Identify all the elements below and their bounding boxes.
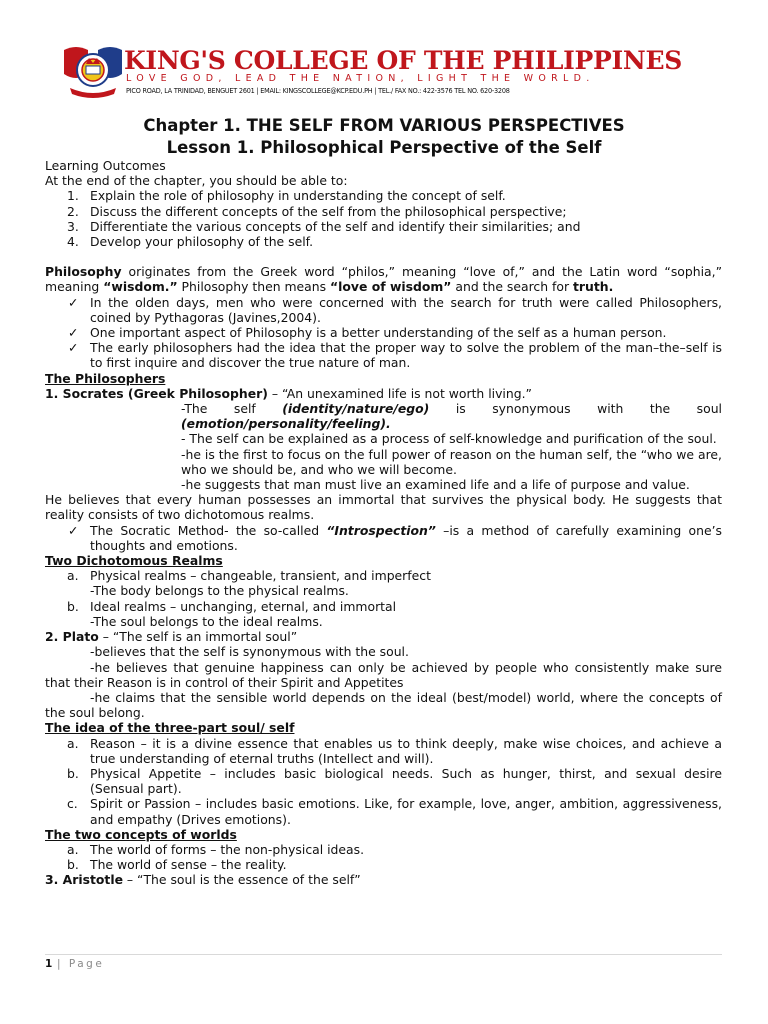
- list-item: b. Ideal realms – unchanging, eternal, and immortal: [67, 598, 397, 614]
- letterhead: [62, 40, 682, 100]
- three-part-list: [45, 736, 722, 827]
- list-item: 1. Explain the role of philosophy in understanding the concept of self.: [67, 188, 506, 204]
- college-motto: LOVE GOD, LEAD THE NATION, LIGHT THE WORLD.: [126, 73, 595, 84]
- list-item: ✓ The Socratic Method- the so-called “Introspection” –is a method of carefully examining one’s thoughts and emotions.: [68, 522, 722, 553]
- check-icon: ✓: [68, 522, 79, 538]
- outcomes-list: [45, 188, 722, 249]
- outcomes-intro: At the end of the chapter, you should be able to:: [45, 173, 348, 189]
- socrates-point: -The self (identity/nature/ego) is synonymous with the soul (emotion/personality/feeling).: [181, 401, 722, 432]
- college-seal-icon: [62, 44, 124, 100]
- list-item: a. Physical realms – changeable, transient, and imperfect: [67, 568, 431, 584]
- list-item: b. The world of sense – the reality.: [67, 857, 287, 873]
- list-item: -The body belongs to the physical realms.: [90, 583, 349, 599]
- three-part-heading: The idea of the three-part soul/ self: [45, 720, 295, 736]
- list-item: ✓ In the olden days, men who were concerned with the search for truth were called Philosophers, coined by Pythagoras (Javines,2004).: [68, 294, 722, 325]
- plato-heading: 2. Plato – “The self is an immortal soul”: [45, 629, 298, 645]
- plato-point: -believes that the self is synonymous with the soul.: [90, 644, 409, 660]
- chapter-title: Chapter 1. THE SELF FROM VARIOUS PERSPECTIVES: [143, 116, 625, 135]
- philosophy-bullets: [45, 295, 722, 371]
- socrates-point: -he is the first to focus on the full power of reason on the human self, the “who we are, who we should be, and who we will become.: [181, 446, 722, 477]
- college-name: KING'S COLLEGE OF THE PHILIPPINES: [124, 46, 682, 75]
- list-item: c. Spirit or Passion – includes basic emotions. Like, for example, love, anger, ambition, aggressiveness, and empathy (Drives emotions).: [67, 796, 722, 827]
- socrates-point: - The self can be explained as a process of self-knowledge and purification of the soul.: [181, 431, 717, 447]
- philosophers-heading: The Philosophers: [45, 370, 166, 386]
- page-footer: [45, 954, 722, 970]
- socrates-heading: 1. Socrates (Greek Philosopher) – “An unexamined life is not worth living.”: [45, 385, 532, 401]
- page-number: 1: [45, 958, 53, 970]
- socrates-point: -he suggests that man must live an examined life and a life of purpose and value.: [181, 477, 690, 493]
- socratic-method: [45, 523, 722, 553]
- list-item: a. The world of forms – the non-physical ideas.: [67, 841, 365, 857]
- list-item: 2. Discuss the different concepts of the self from the philosophical perspective;: [67, 203, 567, 219]
- college-address: PICO ROAD, LA TRINIDAD, BENGUET 2601 | EMAIL: KINGSCOLLEGE@KCP.EDU.PH | TEL./ FAX NO.: 422-3576 TEL NO. 620-3208: [126, 86, 510, 95]
- outcomes-heading: Learning Outcomes: [45, 158, 166, 173]
- check-icon: ✓: [68, 294, 79, 310]
- list-item: 4. Develop your philosophy of the self.: [67, 234, 314, 250]
- realms-list: [45, 568, 722, 629]
- socrates-belief: He believes that every human possesses an immortal that survives the physical body. He suggests that reality consists of two dichotomous realms.: [45, 492, 722, 523]
- plato-point: -he believes that genuine happiness can only be achieved by people who consistently make sure that their Reason is in control of their Spirit and Appetites: [45, 659, 722, 690]
- page-label: | Page: [57, 958, 105, 970]
- list-item: ✓ The early philosophers had the idea that the proper way to solve the problem of the man–the–self is to first inquire and discover the true nature of man.: [68, 340, 722, 371]
- list-item: b. Physical Appetite – includes basic biological needs. Such as hunger, thirst, and sexual desire (Sensual part).: [67, 765, 722, 797]
- document-body: [45, 158, 722, 888]
- list-item: ✓ One important aspect of Philosophy is a better understanding of the self as a human person.: [68, 325, 667, 341]
- philosophy-definition: Philosophy originates from the Greek word “philos,” meaning “love of,” and the Latin word “sophia,” meaning “wisdom.” Philosophy then means “love of wisdom” and the search for truth.: [45, 264, 722, 295]
- check-icon: ✓: [68, 325, 79, 341]
- lesson-title: Lesson 1. Philosophical Perspective of the Self: [166, 138, 602, 157]
- realms-heading: Two Dichotomous Realms: [45, 553, 223, 569]
- list-item: -The soul belongs to the ideal realms.: [90, 613, 323, 629]
- worlds-heading: The two concepts of worlds: [45, 826, 237, 842]
- check-icon: ✓: [68, 340, 79, 356]
- plato-point: -he claims that the sensible world depends on the ideal (best/model) world, where the concepts of the soul belong.: [45, 689, 722, 721]
- aristotle-heading: 3. Aristotle – “The soul is the essence of the self”: [45, 872, 361, 888]
- list-item: a. Reason – it is a divine essence that enables us to think deeply, make wise choices, and achieve a true understanding of eternal truths (Intellect and will).: [67, 735, 722, 766]
- list-item: 3. Differentiate the various concepts of the self and identify their similarities; and: [67, 218, 581, 234]
- worlds-list: [45, 842, 722, 872]
